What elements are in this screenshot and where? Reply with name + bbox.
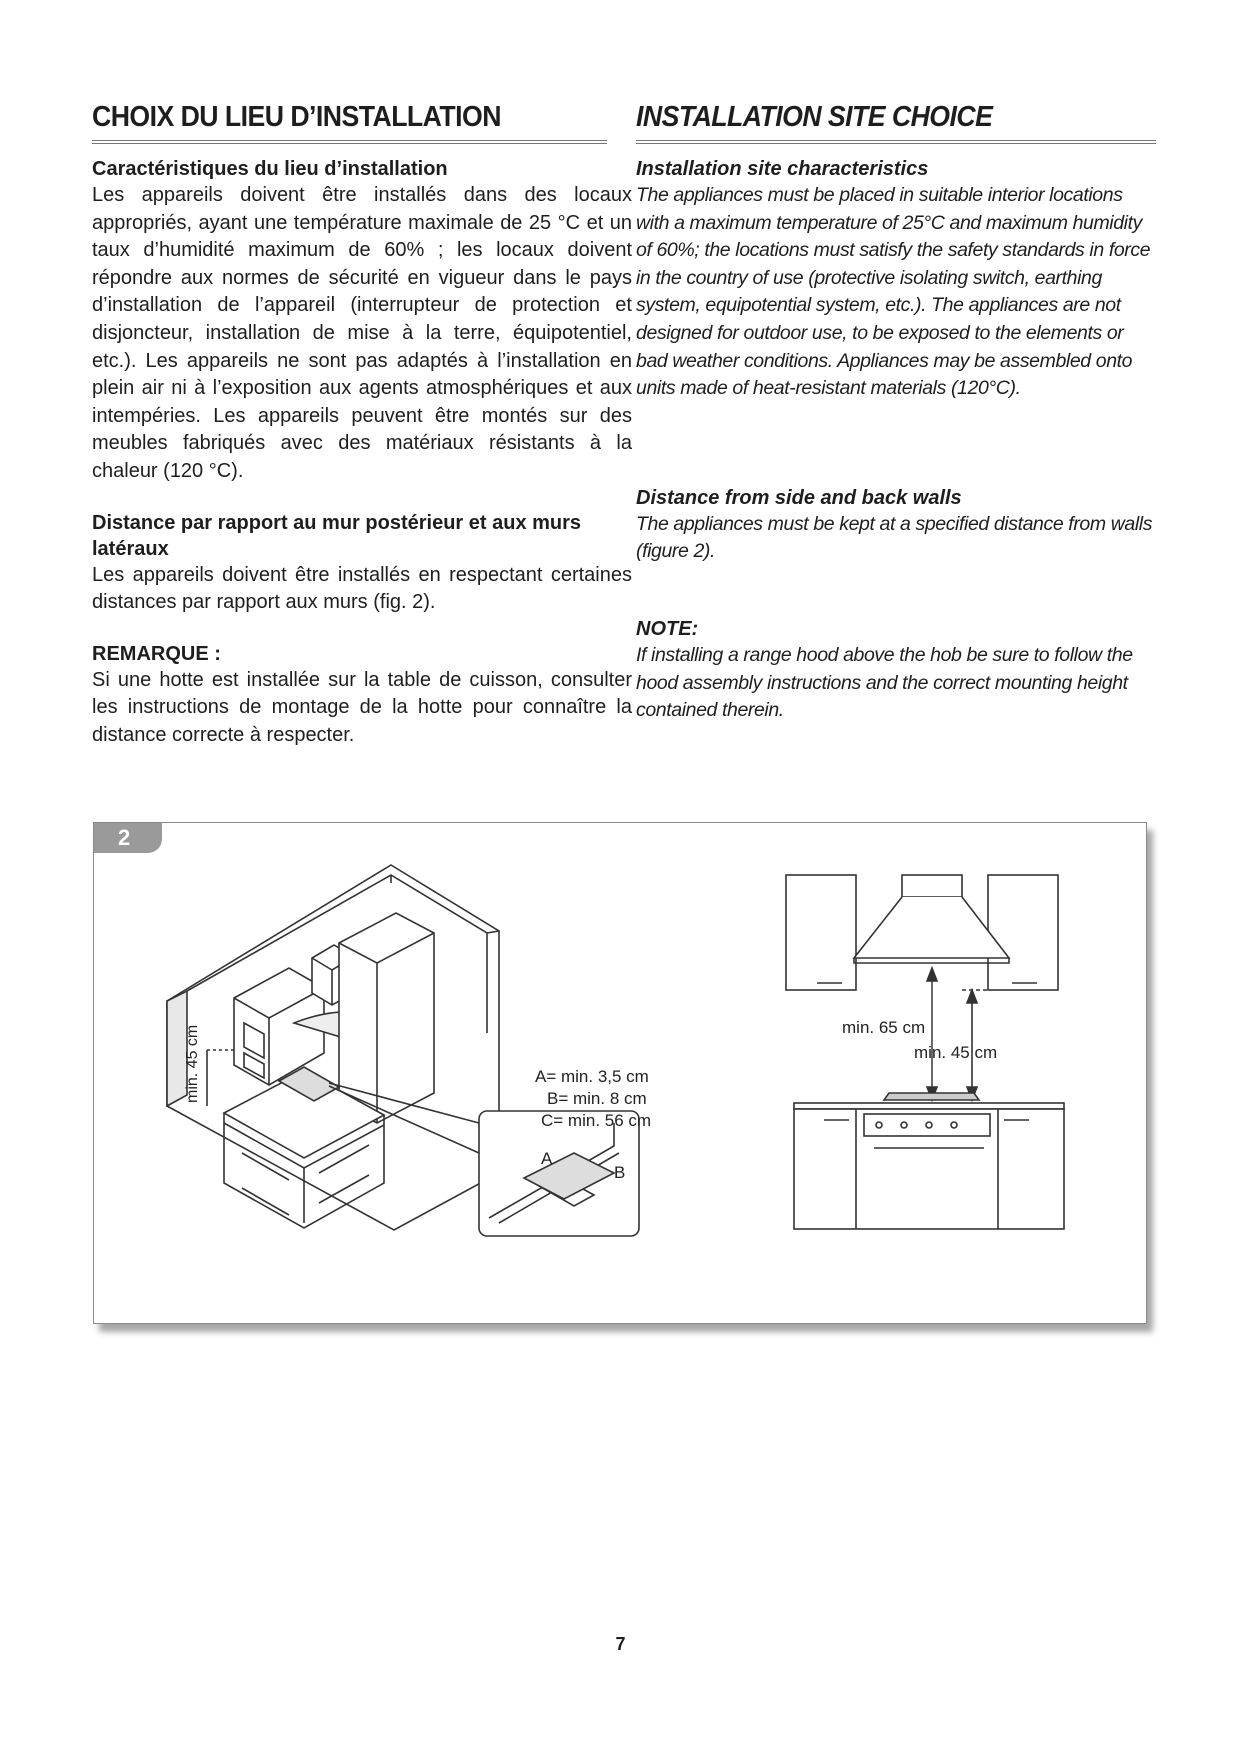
french-column: [92, 100, 632, 750]
fr-note-heading: REMARQUE :: [92, 642, 221, 665]
title-divider: [636, 140, 1156, 144]
fr-section-site: [92, 156, 632, 486]
kitchen-perspective-drawing: [167, 865, 639, 1236]
side-distance-label: min. 45 cm: [184, 1024, 201, 1103]
marker-a: A: [541, 1149, 553, 1168]
fr-distance-text: Les appareils doivent être installés en respectant certaines distances par rapport aux murs (fig. 2).: [92, 563, 632, 614]
en-section-distance: [636, 485, 1156, 566]
cabinet-distance-label: min. 45 cm: [914, 1043, 998, 1062]
fr-note-text: Si une hotte est installée sur la table de cuisson, consulter les instructions de montage de la hotte pour connaître la distance correcte à respecter.: [92, 668, 632, 746]
fr-site-heading: Caractéristiques du lieu d’installation: [92, 158, 448, 180]
en-note-heading: NOTE:: [636, 617, 699, 640]
fr-section-distance: [92, 510, 632, 617]
distance-b-label: B= min. 8 cm: [547, 1089, 647, 1108]
distance-c-label: C= min. 56 cm: [541, 1111, 652, 1130]
fr-site-text: Les appareils doivent être installés dans des locaux appropriés, ayant une température maximale de 25 °C et un taux d’humidité maximum de 60% ; les locaux doivent répondre aux normes de sécurité en vigueur dans le pays d’installation de l’appareil (interrupteur de protection et disjoncteur, installation de mise à la terre, équipotentiel, etc.). Les appareils ne sont pas adaptés à l’installation en plein air ni à l’exposition aux agents atmosphériques et aux intempéries. Les appareils peuvent être montés sur des meubles fabriqués avec des matériaux résistants à la chaleur (120 °C).: [92, 184, 632, 482]
en-site-text: The appliances must be placed in suitable interior locations with a maximum temperature of 25°C and maximum humidity of 60%; the locations must satisfy the safety standards in force in the country of use (protective isolating switch, earthing system, equipotential system, etc.). The appliances are not designed for outdoor use, to be exposed to the elements or bad weather conditions. Appliances may be assembled onto units made of heat-resistant materials (120°C).: [636, 184, 1151, 400]
title-divider: [92, 140, 607, 144]
marker-b: B: [614, 1163, 626, 1182]
figure-2: [93, 822, 1147, 1324]
en-distance-text: The appliances must be kept at a specified distance from walls (figure 2).: [636, 512, 1153, 563]
english-column: [636, 100, 1156, 725]
en-section-note: [636, 616, 1156, 725]
en-distance-heading: Distance from side and back walls: [636, 486, 962, 509]
distance-a-label: A= min. 3,5 cm: [535, 1067, 649, 1086]
hood-distance-label: min. 65 cm: [842, 1018, 926, 1037]
en-site-heading: Installation site characteristics: [636, 158, 929, 180]
french-title: CHOIX DU LIEU D’INSTALLATION: [92, 101, 501, 133]
en-note-text: If installing a range hood above the hob be sure to follow the hood assembly instructions and the correct mounting height contained therein.: [636, 643, 1133, 722]
english-title: INSTALLATION SITE CHOICE: [636, 101, 993, 133]
fr-distance-heading: Distance par rapport au mur postérieur et aux murs latéraux: [92, 511, 582, 560]
page-number: 7: [615, 1634, 626, 1654]
fr-section-note: [92, 641, 632, 750]
figure-number: 2: [94, 823, 162, 853]
en-section-site: [636, 156, 1156, 403]
